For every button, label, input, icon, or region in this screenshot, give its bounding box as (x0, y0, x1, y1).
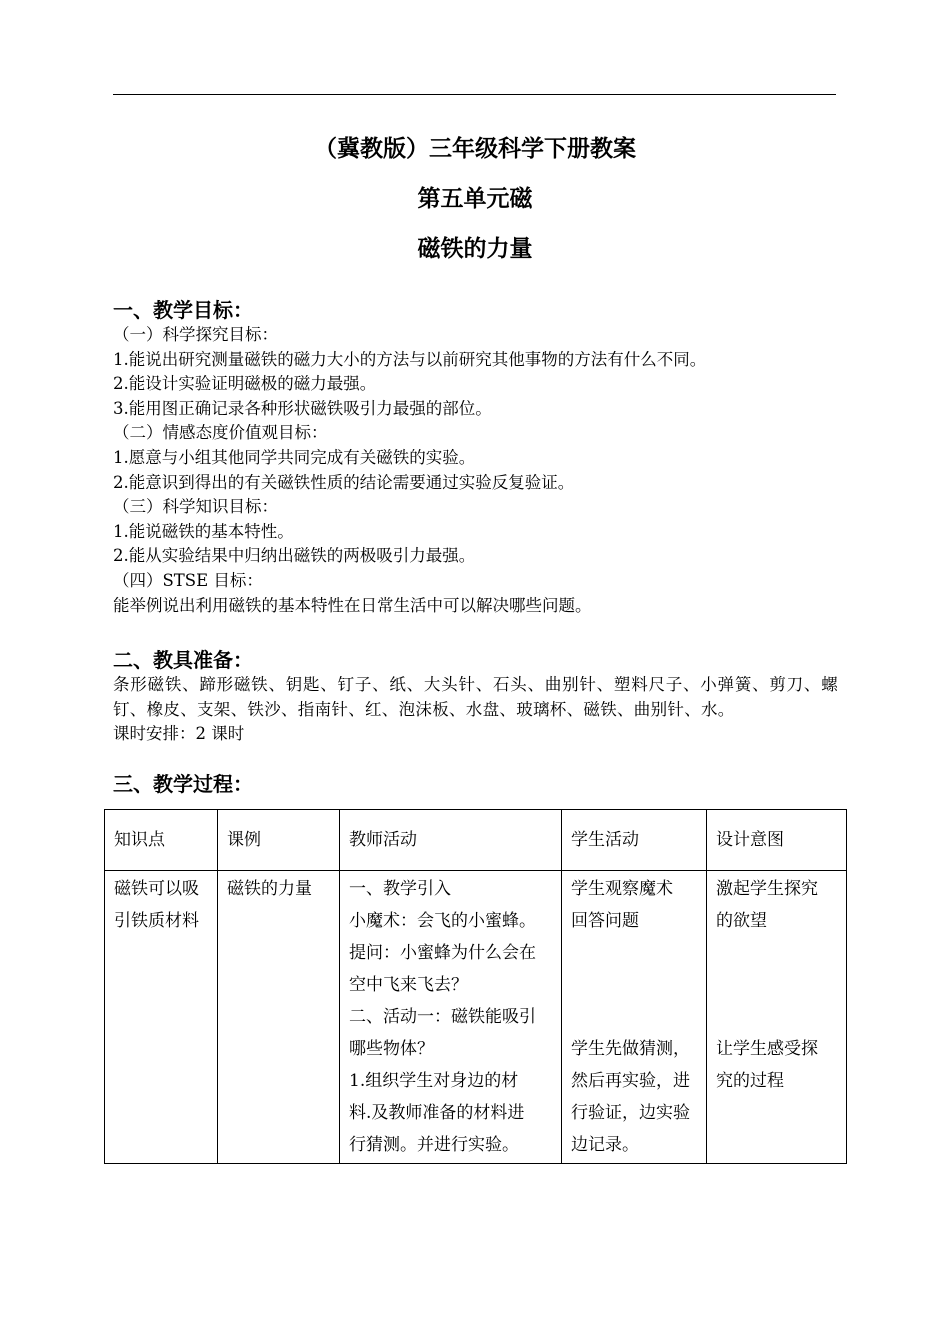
process-section (113, 771, 853, 797)
cell-spacer (716, 937, 837, 969)
knowledge-cell (105, 871, 218, 1164)
cell-line: 引铁质材料 (114, 911, 199, 931)
cell-spacer (571, 937, 697, 969)
cell-spacer (571, 969, 697, 1001)
materials-heading: 二、教具准备： (113, 648, 253, 672)
cell-line: 磁铁可以吸 (114, 879, 199, 899)
table-header-cell: 设计意图 (707, 810, 847, 871)
objective-line: （四）STSE 目标： (113, 570, 263, 590)
cell-line: 一、教学引入 (349, 879, 451, 899)
objective-line: 1.愿意与小组其他同学共同完成有关磁铁的实验。 (113, 447, 476, 467)
student-activity-cell (562, 871, 707, 1164)
cell-line: 激起学生探究 (716, 879, 818, 899)
cell-line: 学生观察魔术 (571, 879, 673, 899)
document-title: （冀教版）三年级科学下册教案 (314, 136, 636, 162)
lesson-title: 磁铁的力量 (417, 236, 533, 262)
cell-line: 的欲望 (716, 911, 767, 931)
cell-line: 小魔术：会飞的小蜜蜂。 (349, 911, 536, 931)
cell-line: 行猜测。并进行实验。 (349, 1135, 519, 1155)
cell-spacer (716, 1001, 837, 1033)
table-header-cell: 学生活动 (562, 810, 707, 871)
objective-line: 1.能说磁铁的基本特性。 (113, 521, 294, 541)
table-row (105, 871, 847, 1164)
cell-line: 行验证，边实验 (571, 1103, 690, 1123)
materials-section (113, 647, 853, 747)
objective-line: （二）情感态度价值观目标： (113, 423, 328, 443)
objective-line: 能举例说出利用磁铁的基本特性在日常生活中可以解决哪些问题。 (113, 595, 592, 615)
materials-list: 条形磁铁、蹄形磁铁、钥匙、钉子、纸、大头针、石头、曲别针、塑料尺子、小弹簧、剪刀、螺钉、橡皮、支架、铁沙、指南针、红、泡沫板、水盘、玻璃杯、磁铁、曲别针、水。 (113, 675, 838, 719)
class-schedule: 课时安排：2 课时 (113, 724, 245, 744)
design-intent-cell (707, 871, 847, 1164)
teacher-activity-cell (340, 871, 562, 1164)
table-header-row (105, 810, 847, 871)
cell-line: 究的过程 (716, 1071, 784, 1091)
objective-line: 3.能用图正确记录各种形状磁铁吸引力最强的部位。 (113, 398, 492, 418)
cell-spacer (571, 1001, 697, 1033)
table-header-cell: 教师活动 (340, 810, 562, 871)
objective-line: 2.能意识到得出的有关磁铁性质的结论需要通过实验反复验证。 (113, 472, 575, 492)
cell-line: 哪些物体？ (349, 1039, 434, 1059)
cell-line: 1.组织学生对身边的材 (349, 1071, 519, 1091)
objective-line: （一）科学探究目标： (113, 325, 278, 344)
lesson-table (104, 809, 847, 1164)
cell-line: 回答问题 (571, 911, 639, 931)
process-heading: 三、教学过程： (113, 772, 253, 796)
cell-line: 二、活动一：磁铁能吸引 (349, 1007, 536, 1027)
objective-line: 1.能说出研究测量磁铁的磁力大小的方法与以前研究其他事物的方法有什么不同。 (113, 349, 707, 369)
cell-line: 磁铁的力量 (227, 879, 312, 899)
cell-line: 料.及教师准备的材料进 (349, 1103, 525, 1123)
table-header-cell: 知识点 (105, 810, 218, 871)
cell-line: 学生先做猜测， (571, 1039, 690, 1059)
table-header-cell: 课例 (218, 810, 340, 871)
cell-line: 提问：小蜜蜂为什么会在 (349, 943, 536, 963)
lesson-cell (218, 871, 340, 1164)
header-rule (113, 94, 836, 95)
title-block (0, 128, 950, 278)
cell-spacer (716, 969, 837, 1001)
objectives-section (113, 297, 853, 618)
unit-title: 第五单元磁 (417, 186, 533, 212)
cell-line: 空中飞来飞去？ (349, 975, 468, 995)
objective-line: （三）科学知识目标： (113, 497, 278, 517)
cell-line: 然后再实验，进 (571, 1071, 690, 1091)
cell-line: 让学生感受探 (716, 1039, 818, 1059)
cell-line: 边记录。 (571, 1135, 639, 1155)
objectives-heading: 一、教学目标： (113, 298, 253, 322)
objective-line: 2.能从实验结果中归纳出磁铁的两极吸引力最强。 (113, 546, 476, 566)
objective-line: 2.能设计实验证明磁极的磁力最强。 (113, 374, 377, 394)
